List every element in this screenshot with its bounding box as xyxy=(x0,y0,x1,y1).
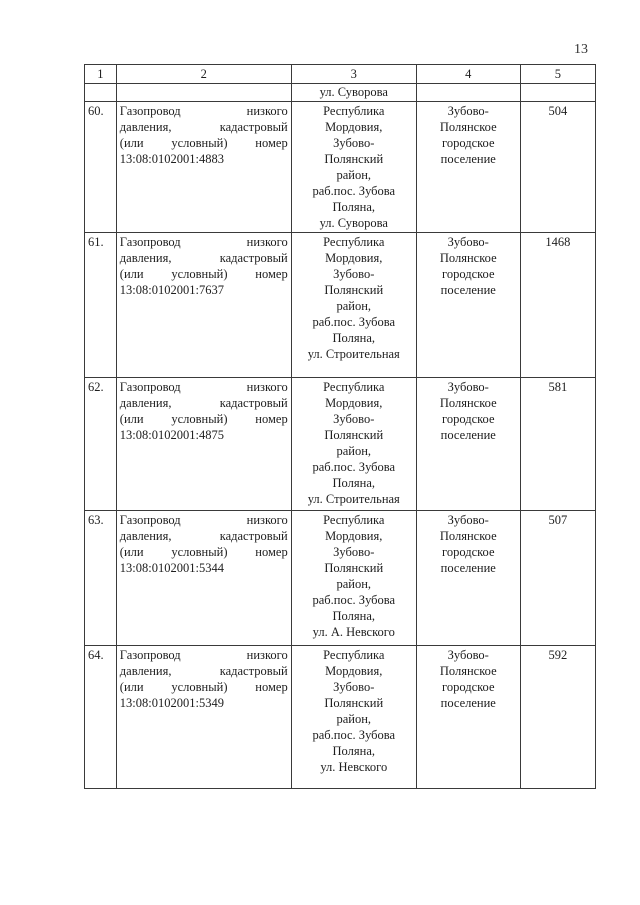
object-name-line: Газопровод низкого xyxy=(119,648,288,662)
continuation-length-cell xyxy=(520,84,595,102)
object-name-line: (или условный) номер xyxy=(119,680,288,694)
address-line: раб.пос. Зубова xyxy=(312,593,396,607)
length-cell: 592 xyxy=(520,646,595,789)
address-line: район, xyxy=(336,712,372,726)
object-name-line: 13:08:0102001:5344 xyxy=(119,561,224,575)
address-cell xyxy=(291,646,416,789)
address-line: район, xyxy=(336,444,372,458)
municipality-line: поселение xyxy=(440,561,496,575)
municipality-cell xyxy=(416,646,520,789)
municipality-line: Полянское xyxy=(439,664,497,678)
row-number-cell: 60. xyxy=(85,102,117,233)
municipality-cell xyxy=(416,511,520,646)
address-line: район, xyxy=(336,168,372,182)
address-line: ул. Суворова xyxy=(319,216,388,230)
address-line: ул. А. Невского xyxy=(312,625,395,639)
table-row xyxy=(85,378,596,511)
column-header-2: 2 xyxy=(116,65,291,84)
column-header-5: 5 xyxy=(520,65,595,84)
address-line: Полянский xyxy=(324,428,384,442)
address-line: Зубово- xyxy=(333,136,375,150)
address-line: Мордовия, xyxy=(325,251,383,265)
object-name-line: 13:08:0102001:4875 xyxy=(119,428,224,442)
municipality-line: поселение xyxy=(440,152,496,166)
address-line: ул. Строительная xyxy=(307,347,400,361)
municipality-line: городское xyxy=(442,680,495,694)
municipality-line: Зубово- xyxy=(447,380,489,394)
address-line: район, xyxy=(336,299,372,313)
object-name-line: давления, кадастровый xyxy=(119,251,288,265)
address-line: район, xyxy=(336,577,372,591)
address-line: Полянский xyxy=(324,696,384,710)
municipality-cell xyxy=(416,102,520,233)
address-line: Полянский xyxy=(324,283,384,297)
municipality-line: Полянское xyxy=(439,396,497,410)
municipality-line: городское xyxy=(442,136,495,150)
object-name-cell xyxy=(116,378,291,511)
table-row xyxy=(85,646,596,789)
address-line: Мордовия, xyxy=(325,529,383,543)
object-name-line: давления, кадастровый xyxy=(119,529,288,543)
address-line: Поляна, xyxy=(332,744,375,758)
address-line: ул. Невского xyxy=(320,760,388,774)
municipality-line: Полянское xyxy=(439,251,497,265)
municipality-line: Полянское xyxy=(439,120,497,134)
address-cell xyxy=(291,233,416,378)
continuation-num-cell xyxy=(85,84,117,102)
object-name-line: (или условный) номер xyxy=(119,545,288,559)
object-name-cell xyxy=(116,511,291,646)
object-name-cell xyxy=(116,102,291,233)
municipality-line: поселение xyxy=(440,283,496,297)
address-line: Поляна, xyxy=(332,476,375,490)
address-line: Поляна, xyxy=(332,331,375,345)
address-line: Республика xyxy=(323,648,385,662)
address-line: Поляна, xyxy=(332,609,375,623)
table-row xyxy=(85,102,596,233)
address-line: раб.пос. Зубова xyxy=(312,315,396,329)
row-number-cell: 64. xyxy=(85,646,117,789)
registry-table xyxy=(84,64,596,789)
object-name-line: Газопровод низкого xyxy=(119,235,288,249)
object-name-cell xyxy=(116,646,291,789)
object-name-line: (или условный) номер xyxy=(119,267,288,281)
address-line: Республика xyxy=(323,235,385,249)
column-header-row xyxy=(85,65,596,84)
column-header-4: 4 xyxy=(416,65,520,84)
continuation-row xyxy=(85,84,596,102)
address-cell xyxy=(291,102,416,233)
length-cell: 581 xyxy=(520,378,595,511)
registry-table-body xyxy=(85,65,596,789)
address-line: Мордовия, xyxy=(325,664,383,678)
address-line: Поляна, xyxy=(332,200,375,214)
continuation-municipality-cell xyxy=(416,84,520,102)
municipality-line: поселение xyxy=(440,696,496,710)
municipality-line: поселение xyxy=(440,428,496,442)
object-name-line: Газопровод низкого xyxy=(119,380,288,394)
address-line: Республика xyxy=(323,513,385,527)
row-number-cell: 63. xyxy=(85,511,117,646)
address-line: Зубово- xyxy=(333,412,375,426)
object-name-line: давления, кадастровый xyxy=(119,664,288,678)
object-name-line: 13:08:0102001:4883 xyxy=(119,152,224,166)
address-line: Зубово- xyxy=(333,267,375,281)
column-header-3: 3 xyxy=(291,65,416,84)
column-header-1: 1 xyxy=(85,65,117,84)
address-line: Республика xyxy=(323,104,385,118)
length-cell: 1468 xyxy=(520,233,595,378)
address-line: раб.пос. Зубова xyxy=(312,460,396,474)
municipality-cell xyxy=(416,378,520,511)
address-line: Мордовия, xyxy=(325,120,383,134)
address-cell xyxy=(291,378,416,511)
municipality-line: Полянское xyxy=(439,529,497,543)
address-cell xyxy=(291,511,416,646)
object-name-line: Газопровод низкого xyxy=(119,104,288,118)
object-name-cell xyxy=(116,233,291,378)
municipality-line: Зубово- xyxy=(447,513,489,527)
municipality-line: Зубово- xyxy=(447,648,489,662)
municipality-line: городское xyxy=(442,412,495,426)
municipality-line: Зубово- xyxy=(447,104,489,118)
address-line: Мордовия, xyxy=(325,396,383,410)
address-line: Республика xyxy=(323,380,385,394)
municipality-line: городское xyxy=(442,545,495,559)
object-name-line: (или условный) номер xyxy=(119,136,288,150)
object-name-line: Газопровод низкого xyxy=(119,513,288,527)
address-line: Зубово- xyxy=(333,545,375,559)
address-line: Полянский xyxy=(324,561,384,575)
length-cell: 504 xyxy=(520,102,595,233)
length-cell: 507 xyxy=(520,511,595,646)
page-number: 13 xyxy=(574,42,588,57)
continuation-name-cell xyxy=(116,84,291,102)
row-number-cell: 61. xyxy=(85,233,117,378)
address-line: Полянский xyxy=(324,152,384,166)
object-name-line: давления, кадастровый xyxy=(119,120,288,134)
address-line: ул. Строительная xyxy=(307,492,400,506)
address-line: раб.пос. Зубова xyxy=(312,728,396,742)
object-name-line: (или условный) номер xyxy=(119,412,288,426)
table-row xyxy=(85,233,596,378)
object-name-line: давления, кадастровый xyxy=(119,396,288,410)
row-number-cell: 62. xyxy=(85,378,117,511)
object-name-line: 13:08:0102001:5349 xyxy=(119,696,224,710)
municipality-line: городское xyxy=(442,267,495,281)
continuation-address-cell: ул. Суворова xyxy=(291,84,416,102)
address-line: раб.пос. Зубова xyxy=(312,184,396,198)
municipality-cell xyxy=(416,233,520,378)
table-row xyxy=(85,511,596,646)
municipality-line: Зубово- xyxy=(447,235,489,249)
address-line: Зубово- xyxy=(333,680,375,694)
object-name-line: 13:08:0102001:7637 xyxy=(119,283,224,297)
